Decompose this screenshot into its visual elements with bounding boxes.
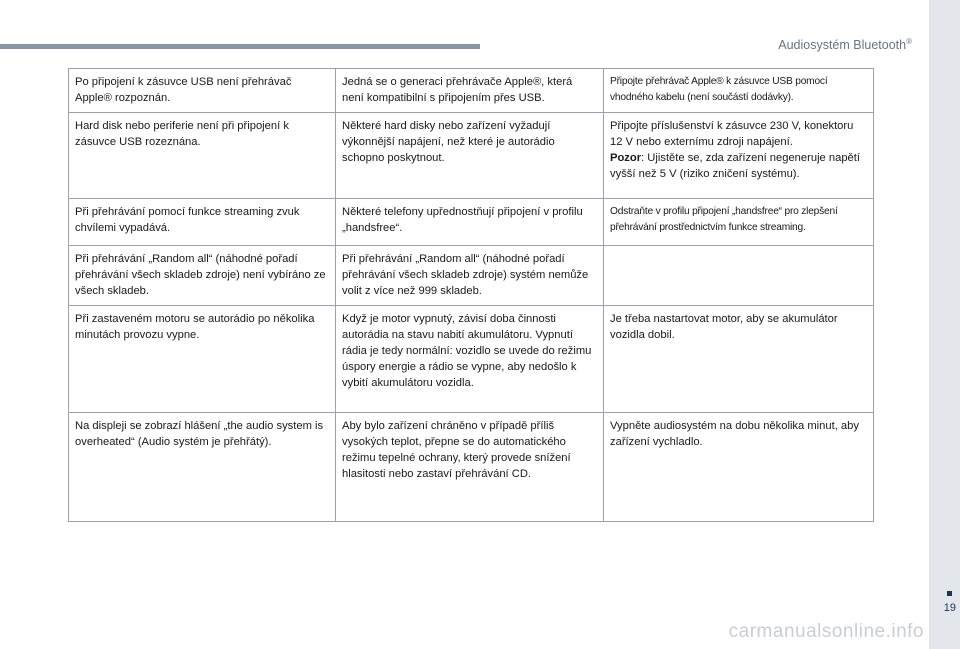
troubleshooting-table — [68, 68, 874, 522]
solution-cell: Odstraňte v profilu připojení „handsfree“ pro zlepšení přehrávání prostřednictvím funkce streaming. — [604, 199, 874, 246]
cause-cell: Jedná se o generaci přehrávače Apple®, která není kompatibilní s připojením přes USB. — [336, 69, 604, 113]
page-marker-dot — [947, 591, 952, 596]
cause-cell: Některé telefony upřednostňují připojení v profilu „handsfree“. — [336, 199, 604, 246]
problem-cell: Při přehrávání pomocí funkce streaming zvuk chvílemi vypadává. — [69, 199, 336, 246]
solution-cell: Připojte příslušenství k zásuvce 230 V, konektoru 12 V nebo externímu zdroji napájení. Pozor: Ujistěte se, zda zařízení negeneruje napětí vyšší než 5 V (riziko zničení systému). — [604, 113, 874, 199]
section-title: Audiosystém Bluetooth® — [778, 37, 912, 53]
top-rule — [0, 44, 480, 49]
cause-cell: Některé hard disky nebo zařízení vyžadují výkonnější napájení, než které je autorádio schopno poskytnout. — [336, 113, 604, 199]
solution-cell: Je třeba nastartovat motor, aby se akumulátor vozidla dobil. — [604, 306, 874, 413]
solution-cell — [604, 246, 874, 306]
problem-cell: Na displeji se zobrazí hlášení „the audio system is overheated“ (Audio systém je přehřátý). — [69, 413, 336, 522]
table-row — [69, 413, 874, 522]
table-row — [69, 113, 874, 199]
solution-cell: Vypněte audiosystém na dobu několika minut, aby zařízení vychladlo. — [604, 413, 874, 522]
table-row — [69, 306, 874, 413]
page-number: 19 — [943, 602, 956, 614]
watermark: carmanualsonline.info — [728, 621, 924, 642]
cause-cell: Při přehrávání „Random all“ (náhodné pořadí přehrávání všech skladeb zdroje) systém nemůže volit z více než 999 skladeb. — [336, 246, 604, 306]
warning-label: Pozor — [610, 152, 642, 164]
table-row — [69, 199, 874, 246]
side-margin-bar — [929, 0, 960, 649]
problem-cell: Hard disk nebo periferie není při připojení k zásuvce USB rozeznána. — [69, 113, 336, 199]
problem-cell: Při zastaveném motoru se autorádio po několika minutách provozu vypne. — [69, 306, 336, 413]
cause-cell: Aby bylo zařízení chráněno v případě příliš vysokých teplot, přepne se do automatického režimu tepelné ochrany, který provede snížení hlasitosti nebo zastaví přehrávání CD. — [336, 413, 604, 522]
table-row — [69, 69, 874, 113]
table-row — [69, 246, 874, 306]
problem-cell: Po připojení k zásuvce USB není přehrávač Apple® rozpoznán. — [69, 69, 336, 113]
solution-cell: Připojte přehrávač Apple® k zásuvce USB pomocí vhodného kabelu (není součástí dodávky). — [604, 69, 874, 113]
problem-cell: Při přehrávání „Random all“ (náhodné pořadí přehrávání všech skladeb zdroje) není vybíráno ze všech skladeb. — [69, 246, 336, 306]
cause-cell: Když je motor vypnutý, závisí doba činnosti autorádia na stavu nabití akumulátoru. Vypnutí rádia je tedy normální: vozidlo se uvede do režimu úspory energie a rádio se vypne, aby nedošlo k vybití akumulátoru vozidla. — [336, 306, 604, 413]
